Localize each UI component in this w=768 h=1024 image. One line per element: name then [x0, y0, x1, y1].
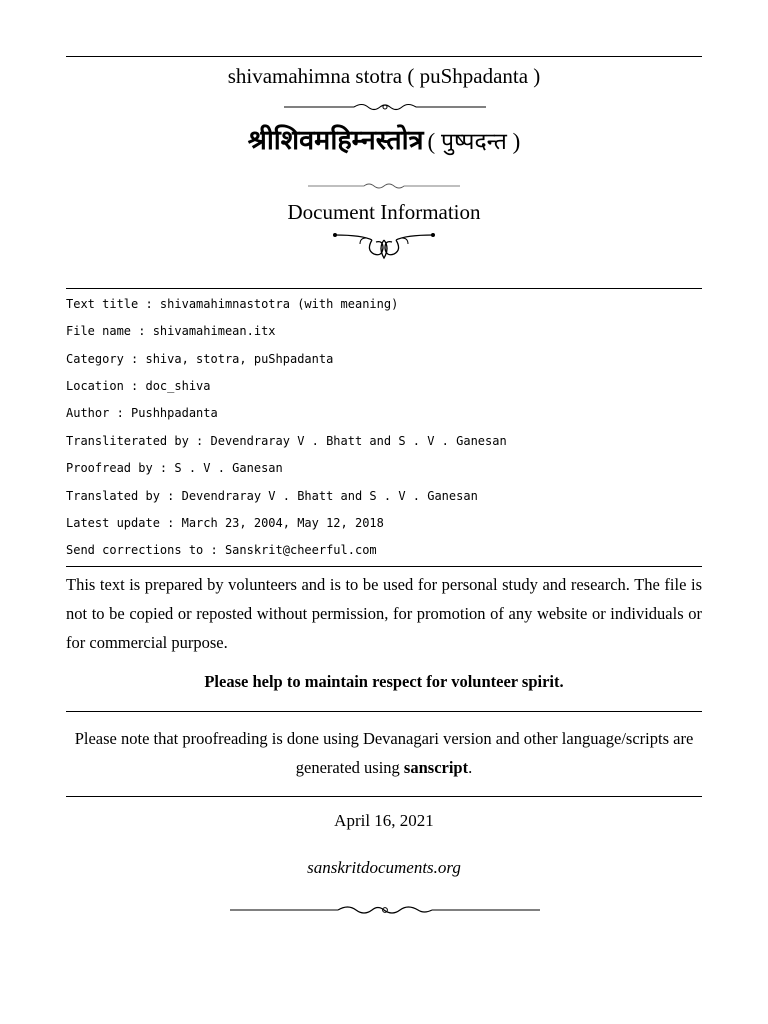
info-bottom-rule — [66, 566, 702, 567]
document-page — [66, 0, 702, 1024]
info-send-corrections: Send corrections to : Sanskrit@cheerful.com — [66, 543, 377, 557]
info-transliterated-by: Transliterated by : Devendraray V . Bhatt and S . V . Ganesan — [66, 434, 507, 448]
fleuron-ornament — [332, 226, 436, 264]
doc-info-heading: Document Information — [287, 200, 481, 224]
title-devanagari: श्रीशिवमहिम्नस्तोत्र — [247, 125, 424, 156]
info-category: Category : shiva, stotra, puShpadanta — [66, 352, 334, 366]
info-top-rule — [66, 288, 702, 289]
info-author: Author : Pushhpadanta — [66, 406, 218, 420]
title-devanagari-suffix: ( पुष्पदन्त ) — [427, 129, 521, 154]
ornament-divider-2 — [308, 180, 460, 192]
info-text-title: Text title : shivamahimnastotra (with meaning) — [66, 297, 399, 311]
info-file-name: File name : shivamahimean.itx — [66, 324, 276, 338]
volunteer-notice-paragraph: This text is prepared by volunteers and is to be used for personal study and research. The file is not to be copied or reposted without permission, for promotion of any website or individuals or for commercial purpose. — [66, 575, 702, 652]
proofreading-note-suffix: . — [468, 758, 473, 777]
proofreading-note-text: Please note that proofreading is done using Devanagari version and other language/scripts are generated using — [74, 729, 694, 777]
publication-date: April 16, 2021 — [334, 811, 434, 830]
respect-notice: Please help to maintain respect for volunteer spirit. — [204, 672, 564, 691]
sanscript-label: sanscript — [403, 758, 469, 777]
title-devanagari-line — [66, 120, 702, 157]
notice-rule — [66, 711, 702, 712]
info-proofread-by: Proofread by : S . V . Ganesan — [66, 461, 283, 475]
ornament-divider-footer — [230, 902, 540, 918]
info-location: Location : doc_shiva — [66, 379, 211, 393]
proofreading-note — [66, 724, 702, 782]
info-latest-update: Latest update : March 23, 2004, May 12, 2018 — [66, 516, 384, 530]
ornament-divider-1 — [284, 100, 486, 114]
site-name: sanskritdocuments.org — [307, 858, 461, 877]
top-rule — [66, 56, 702, 57]
info-translated-by: Translated by : Devendraray V . Bhatt and S . V . Ganesan — [66, 489, 478, 503]
title-latin: shivamahimna stotra ( puShpadanta ) — [227, 64, 541, 88]
proofread-rule — [66, 796, 702, 797]
